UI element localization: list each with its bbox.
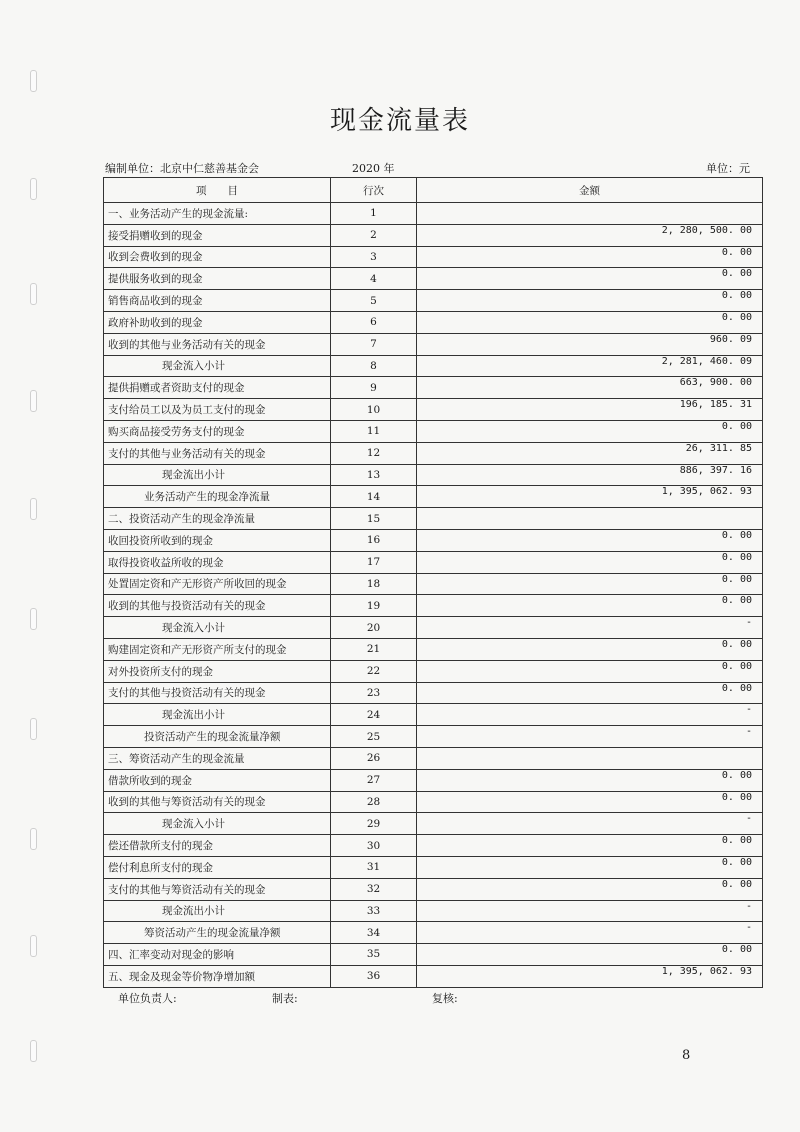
row-line-number: 17 bbox=[331, 551, 417, 573]
row-amount: 196, 185. 31 bbox=[417, 399, 763, 421]
row-item-label: 二、投资活动产生的现金净流量 bbox=[104, 508, 331, 530]
table-row bbox=[104, 355, 763, 377]
row-item-label: 收到的其他与筹资活动有关的现金 bbox=[104, 791, 331, 813]
row-amount: 2, 281, 460. 09 bbox=[417, 355, 763, 377]
row-line-number: 7 bbox=[331, 333, 417, 355]
table-row bbox=[104, 224, 763, 246]
table-row bbox=[104, 922, 763, 944]
row-amount bbox=[417, 747, 763, 769]
row-amount: 0. 00 bbox=[417, 791, 763, 813]
row-amount: 1, 395, 062. 93 bbox=[417, 965, 763, 987]
table-row bbox=[104, 529, 763, 551]
table-row bbox=[104, 878, 763, 900]
row-amount: 0. 00 bbox=[417, 878, 763, 900]
row-line-number: 15 bbox=[331, 508, 417, 530]
row-line-number: 5 bbox=[331, 290, 417, 312]
row-item-label: 提供捐赠或者资助支付的现金 bbox=[104, 377, 331, 399]
row-amount: 1, 395, 062. 93 bbox=[417, 486, 763, 508]
table-row bbox=[104, 246, 763, 268]
punch-hole bbox=[30, 1040, 37, 1062]
table-row bbox=[104, 704, 763, 726]
table-header-row bbox=[104, 178, 763, 203]
row-item-label: 四、汇率变动对现金的影响 bbox=[104, 944, 331, 966]
table-row bbox=[104, 290, 763, 312]
row-amount: 0. 00 bbox=[417, 856, 763, 878]
row-item-label: 现金流入小计 bbox=[104, 813, 331, 835]
row-line-number: 18 bbox=[331, 573, 417, 595]
row-item-label: 收到的其他与投资活动有关的现金 bbox=[104, 595, 331, 617]
row-item-label: 销售商品收到的现金 bbox=[104, 290, 331, 312]
row-line-number: 26 bbox=[331, 747, 417, 769]
row-item-label: 支付的其他与筹资活动有关的现金 bbox=[104, 878, 331, 900]
row-item-label: 现金流出小计 bbox=[104, 464, 331, 486]
row-line-number: 33 bbox=[331, 900, 417, 922]
punch-hole bbox=[30, 70, 37, 92]
row-line-number: 4 bbox=[331, 268, 417, 290]
table-row bbox=[104, 856, 763, 878]
row-amount: 0. 00 bbox=[417, 529, 763, 551]
row-line-number: 34 bbox=[331, 922, 417, 944]
table-row bbox=[104, 377, 763, 399]
row-item-label: 筹资活动产生的现金流量净额 bbox=[104, 922, 331, 944]
punch-hole bbox=[30, 390, 37, 412]
row-item-label: 收到的其他与业务活动有关的现金 bbox=[104, 333, 331, 355]
row-line-number: 9 bbox=[331, 377, 417, 399]
row-amount: 0. 00 bbox=[417, 551, 763, 573]
table-row bbox=[104, 835, 763, 857]
row-item-label: 接受捐赠收到的现金 bbox=[104, 224, 331, 246]
row-item-label: 收回投资所收到的现金 bbox=[104, 529, 331, 551]
row-amount: 0. 00 bbox=[417, 660, 763, 682]
punch-hole bbox=[30, 178, 37, 200]
row-item-label: 一、业务活动产生的现金流量: bbox=[104, 203, 331, 225]
row-item-label: 五、现金及现金等价物净增加额 bbox=[104, 965, 331, 987]
row-item-label: 偿付利息所支付的现金 bbox=[104, 856, 331, 878]
reviewed-by-label: 复核: bbox=[432, 992, 458, 1005]
table-row bbox=[104, 682, 763, 704]
row-amount: - bbox=[417, 704, 763, 726]
row-line-number: 8 bbox=[331, 355, 417, 377]
row-amount: 0. 00 bbox=[417, 638, 763, 660]
table-row bbox=[104, 791, 763, 813]
row-item-label: 现金流入小计 bbox=[104, 355, 331, 377]
row-line-number: 3 bbox=[331, 246, 417, 268]
row-item-label: 现金流出小计 bbox=[104, 900, 331, 922]
column-header-line-no: 行次 bbox=[331, 178, 417, 203]
row-amount: 0. 00 bbox=[417, 595, 763, 617]
row-item-label: 三、筹资活动产生的现金流量 bbox=[104, 747, 331, 769]
row-item-label: 政府补助收到的现金 bbox=[104, 311, 331, 333]
prepared-by-label: 制表: bbox=[272, 992, 298, 1005]
row-line-number: 30 bbox=[331, 835, 417, 857]
row-line-number: 22 bbox=[331, 660, 417, 682]
table-row bbox=[104, 268, 763, 290]
row-item-label: 业务活动产生的现金净流量 bbox=[104, 486, 331, 508]
punch-hole bbox=[30, 283, 37, 305]
row-item-label: 投资活动产生的现金流量净额 bbox=[104, 726, 331, 748]
punch-hole bbox=[30, 935, 37, 957]
table-row bbox=[104, 617, 763, 639]
row-item-label: 偿还借款所支付的现金 bbox=[104, 835, 331, 857]
row-amount: 0. 00 bbox=[417, 769, 763, 791]
currency-unit: 单位：元 bbox=[706, 162, 750, 175]
table-row bbox=[104, 900, 763, 922]
row-amount: - bbox=[417, 617, 763, 639]
row-item-label: 现金流出小计 bbox=[104, 704, 331, 726]
row-line-number: 21 bbox=[331, 638, 417, 660]
document-title: 现金流量表 bbox=[329, 106, 470, 136]
compiling-unit: 编制单位：北京中仁慈善基金会 bbox=[105, 162, 259, 175]
row-line-number: 28 bbox=[331, 791, 417, 813]
row-line-number: 11 bbox=[331, 420, 417, 442]
row-line-number: 27 bbox=[331, 769, 417, 791]
row-line-number: 10 bbox=[331, 399, 417, 421]
row-amount: - bbox=[417, 726, 763, 748]
row-amount bbox=[417, 508, 763, 530]
row-line-number: 12 bbox=[331, 442, 417, 464]
table-row bbox=[104, 813, 763, 835]
responsible-person-label: 单位负责人: bbox=[118, 992, 177, 1005]
table-row bbox=[104, 769, 763, 791]
row-amount: 0. 00 bbox=[417, 311, 763, 333]
row-item-label: 支付给员工以及为员工支付的现金 bbox=[104, 399, 331, 421]
table-row bbox=[104, 486, 763, 508]
row-item-label: 提供服务收到的现金 bbox=[104, 268, 331, 290]
cash-flow-table bbox=[103, 177, 763, 988]
table-row bbox=[104, 399, 763, 421]
row-amount: - bbox=[417, 922, 763, 944]
row-amount: 0. 00 bbox=[417, 835, 763, 857]
page-number: 8 bbox=[682, 1048, 691, 1063]
table-row bbox=[104, 420, 763, 442]
table-row bbox=[104, 508, 763, 530]
row-line-number: 31 bbox=[331, 856, 417, 878]
row-line-number: 16 bbox=[331, 529, 417, 551]
row-line-number: 13 bbox=[331, 464, 417, 486]
table-row bbox=[104, 442, 763, 464]
table-row bbox=[104, 464, 763, 486]
punch-hole bbox=[30, 828, 37, 850]
row-line-number: 24 bbox=[331, 704, 417, 726]
row-amount: 0. 00 bbox=[417, 682, 763, 704]
row-item-label: 借款所收到的现金 bbox=[104, 769, 331, 791]
table-row bbox=[104, 333, 763, 355]
row-line-number: 35 bbox=[331, 944, 417, 966]
punch-hole bbox=[30, 718, 37, 740]
table-row bbox=[104, 944, 763, 966]
row-amount: 0. 00 bbox=[417, 246, 763, 268]
table-row bbox=[104, 551, 763, 573]
row-line-number: 14 bbox=[331, 486, 417, 508]
row-line-number: 29 bbox=[331, 813, 417, 835]
table-row bbox=[104, 965, 763, 987]
row-line-number: 36 bbox=[331, 965, 417, 987]
punch-hole bbox=[30, 498, 37, 520]
row-amount: 26, 311. 85 bbox=[417, 442, 763, 464]
row-amount: - bbox=[417, 813, 763, 835]
row-item-label: 支付的其他与业务活动有关的现金 bbox=[104, 442, 331, 464]
table-row bbox=[104, 203, 763, 225]
punch-hole bbox=[30, 608, 37, 630]
row-item-label: 取得投资收益所收的现金 bbox=[104, 551, 331, 573]
row-amount: 886, 397. 16 bbox=[417, 464, 763, 486]
column-header-item: 项 目 bbox=[104, 178, 331, 203]
table-row bbox=[104, 573, 763, 595]
row-item-label: 支付的其他与投资活动有关的现金 bbox=[104, 682, 331, 704]
report-year: 2020 年 bbox=[352, 162, 395, 175]
row-item-label: 收到会费收到的现金 bbox=[104, 246, 331, 268]
row-item-label: 购建固定资和产无形资产所支付的现金 bbox=[104, 638, 331, 660]
row-line-number: 2 bbox=[331, 224, 417, 246]
table-row bbox=[104, 311, 763, 333]
table-row bbox=[104, 726, 763, 748]
row-amount: 0. 00 bbox=[417, 573, 763, 595]
row-amount: 0. 00 bbox=[417, 944, 763, 966]
row-amount: 0. 00 bbox=[417, 268, 763, 290]
row-line-number: 23 bbox=[331, 682, 417, 704]
row-amount: 663, 900. 00 bbox=[417, 377, 763, 399]
table-row bbox=[104, 595, 763, 617]
row-amount: - bbox=[417, 900, 763, 922]
row-line-number: 25 bbox=[331, 726, 417, 748]
row-item-label: 对外投资所支付的现金 bbox=[104, 660, 331, 682]
row-line-number: 32 bbox=[331, 878, 417, 900]
row-line-number: 1 bbox=[331, 203, 417, 225]
row-amount: 960. 09 bbox=[417, 333, 763, 355]
row-line-number: 6 bbox=[331, 311, 417, 333]
row-item-label: 处置固定资和产无形资产所收回的现金 bbox=[104, 573, 331, 595]
row-amount: 2, 280, 500. 00 bbox=[417, 224, 763, 246]
table-row bbox=[104, 638, 763, 660]
row-amount: 0. 00 bbox=[417, 290, 763, 312]
row-line-number: 20 bbox=[331, 617, 417, 639]
row-line-number: 19 bbox=[331, 595, 417, 617]
row-amount: 0. 00 bbox=[417, 420, 763, 442]
row-amount bbox=[417, 203, 763, 225]
table-row bbox=[104, 747, 763, 769]
row-item-label: 现金流入小计 bbox=[104, 617, 331, 639]
row-item-label: 购买商品接受劳务支付的现金 bbox=[104, 420, 331, 442]
table-row bbox=[104, 660, 763, 682]
column-header-amount: 金额 bbox=[417, 178, 763, 203]
